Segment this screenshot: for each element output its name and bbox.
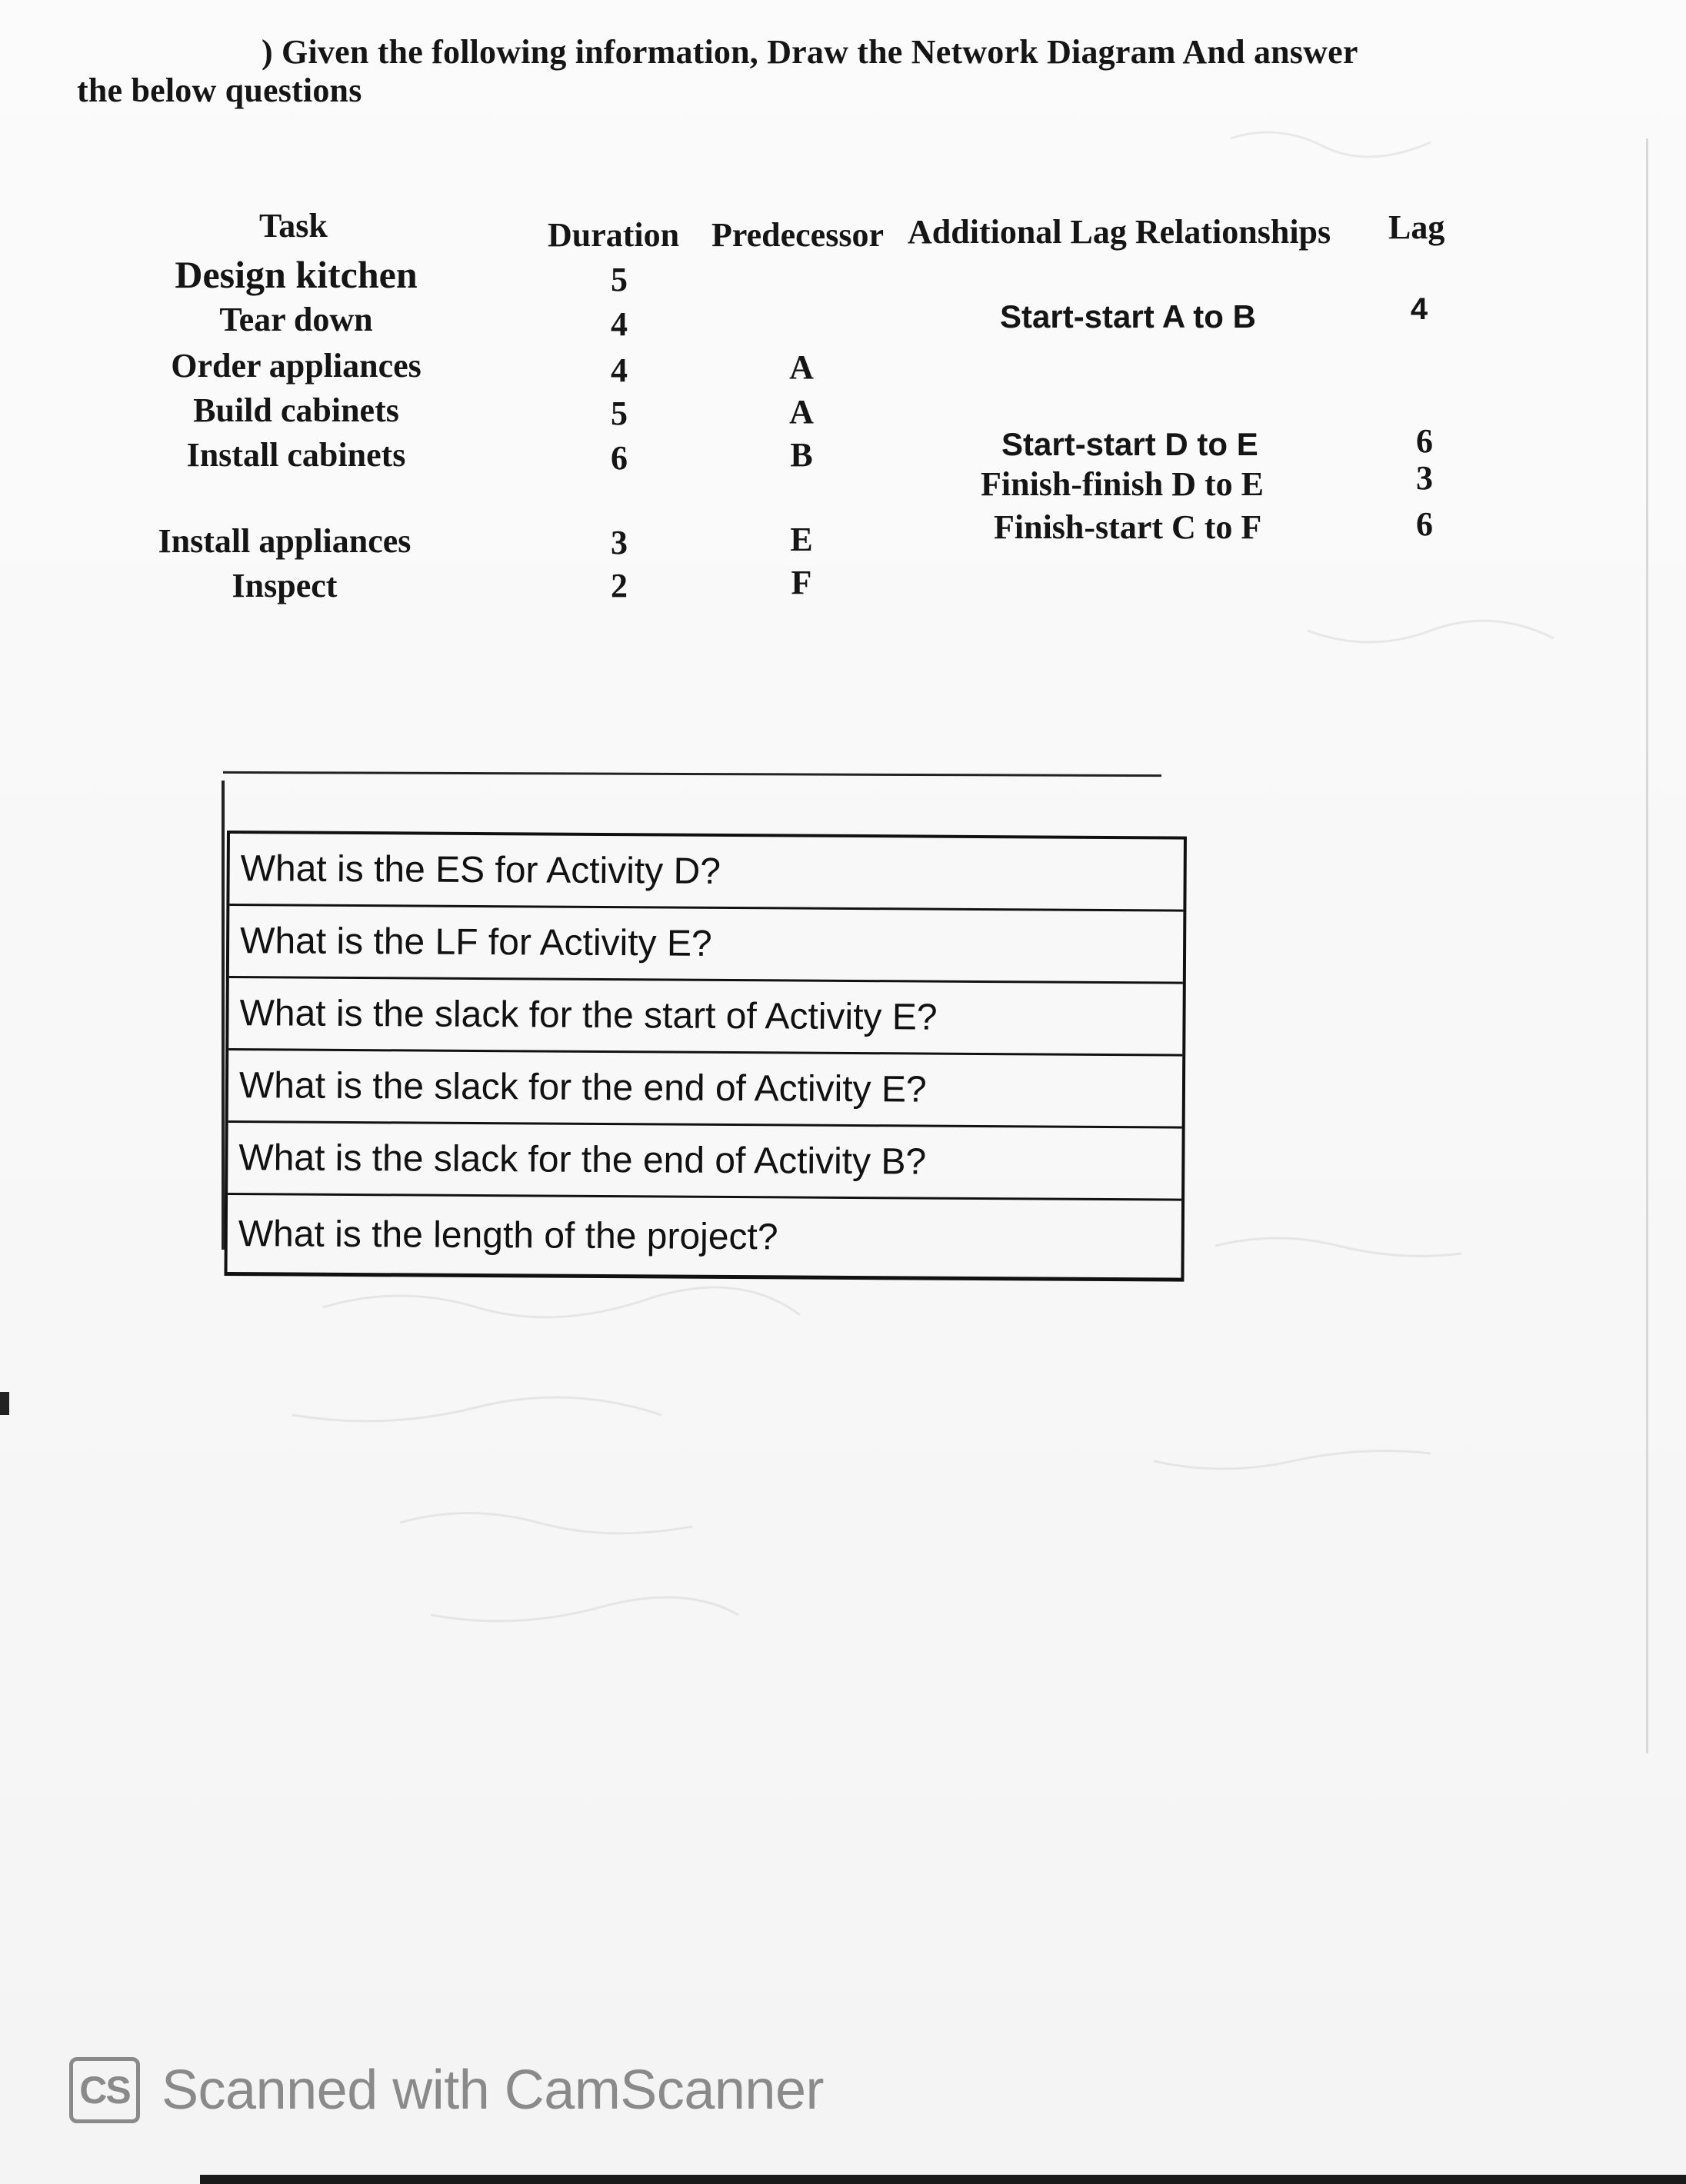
question-text: What is the ES for Activity D? [240,848,721,892]
table-top-rule [223,771,1161,777]
task-name: Install cabinets [186,436,406,474]
question-row [228,1123,1182,1201]
header-task: Task [259,207,328,245]
question-row [228,978,1183,1057]
camscanner-logo-icon: CS [69,2057,140,2123]
header-duration: Duration [548,216,680,254]
heading-line-2: the below questions [77,72,362,109]
ghost-stroke [323,1287,800,1317]
task-name: Design kitchen [175,253,418,296]
task-lag: 4 [1410,292,1428,326]
page-edge-shadow [1646,138,1648,1753]
task-relationship: Finish-finish D to E [981,465,1264,503]
question-row [229,834,1184,912]
task-name: Order appliances [171,347,422,385]
questions-table [224,831,1187,1282]
task-lag: 3 [1416,459,1433,497]
task-predecessor: E [790,521,813,558]
task-duration: 6 [611,439,628,477]
ghost-stroke [1154,1451,1431,1469]
question-row [228,1050,1183,1129]
ghost-stroke [1215,1238,1461,1256]
question-row [229,906,1184,984]
task-relationship: Start-start D to E [1001,426,1258,462]
task-name: Tear down [219,301,373,338]
question-row [227,1195,1181,1278]
task-relationship: Finish-start C to F [994,508,1262,546]
heading-line-1: ) Given the following information, Draw the Network Diagram And answer [262,33,1358,71]
ghost-stroke [431,1597,738,1621]
camscanner-watermark [69,2057,824,2123]
ghost-stroke [292,1397,661,1421]
scan-bottom-edge [200,2175,1686,2184]
task-duration: 5 [611,395,628,432]
task-predecessor: B [790,436,813,474]
task-duration: 4 [611,305,628,343]
task-name: Build cabinets [193,391,399,429]
header-predecessor: Predecessor [711,216,884,254]
question-text: What is the length of the project? [238,1213,778,1257]
task-duration: 4 [611,351,628,389]
task-duration: 2 [611,567,628,604]
ghost-stroke [1231,132,1431,157]
scan-edge-mark [0,1392,9,1415]
question-text: What is the slack for the start of Activity E? [239,993,938,1038]
ghost-stroke [1308,621,1554,642]
camscanner-text: Scanned with CamScanner [162,2059,824,2121]
task-duration: 5 [611,261,628,298]
task-lag: 6 [1416,422,1433,460]
task-name: Inspect [232,567,338,604]
question-text: What is the LF for Activity E? [239,921,712,964]
task-lag: 6 [1416,505,1433,543]
ghost-stroke [400,1513,692,1533]
question-text: What is the slack for the end of Activity E? [238,1065,927,1110]
task-relationship: Start-start A to B [1000,298,1256,335]
header-additional-lag: Additional Lag Relationships [908,213,1331,251]
task-predecessor: F [791,564,812,601]
task-predecessor: A [789,348,814,386]
task-name: Install appliances [158,522,412,560]
task-predecessor: A [789,393,814,431]
question-text: What is the slack for the end of Activity B? [238,1137,927,1183]
task-duration: 3 [611,524,628,561]
header-lag: Lag [1388,208,1445,246]
